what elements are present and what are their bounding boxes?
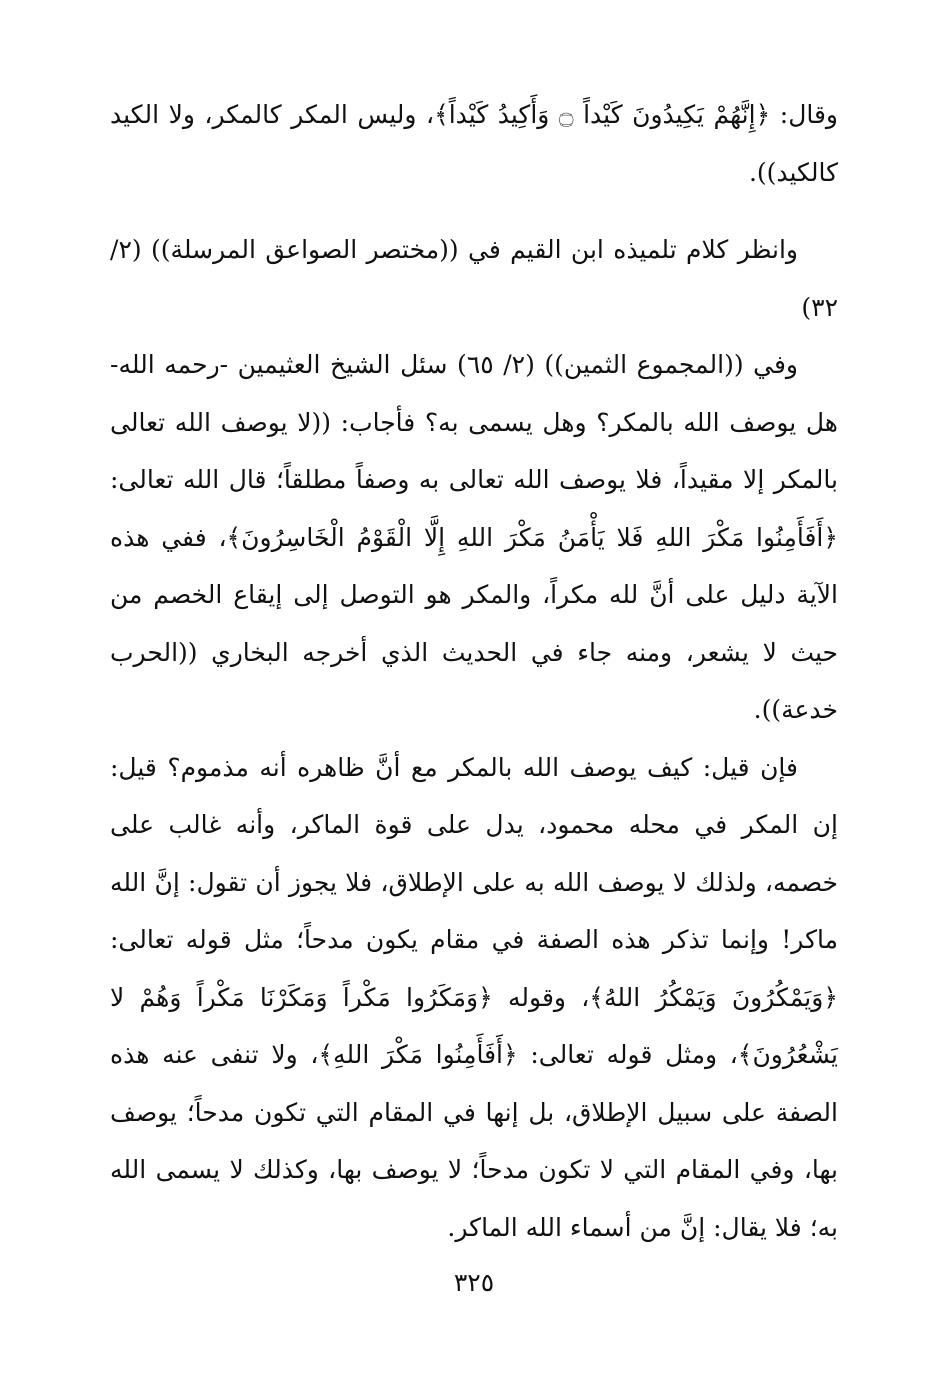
paragraph-explanation: فإن قيل: كيف يوصف الله بالمكر مع أنَّ ظاهره أنه مذموم؟ قيل: إن المكر في محله محمود، يدل على قوة الماكر، وأنه غالب على خصمه، ولذلك لا يوصف الله به على الإطلاق، فلا يجوز أن تقول: إنَّ الله ماكر! وإنما تذكر هذه الصفة في مقام يكون مدحاً؛ مثل قوله تعالى: ﴿وَيَمْكُرُونَ وَيَمْكُرُ اللهُ﴾، وقوله ﴿وَمَكَرُوا مَكْراً وَمَكَرْنَا مَكْراً وَهُمْ لا يَشْعُرُونَ﴾، ومثل قوله تعالى: ﴿أَفَأَمِنُوا مَكْرَ اللهِ﴾، ولا تنفى عنه هذه الصفة على سبيل الإطلاق، بل إنها في المقام التي تكون مدحاً؛ يوصف بها، وفي المقام التي لا تكون مدحاً؛ لا يوصف بها، وكذلك لا يسمى الله به؛ فلا يقال: إنَّ من أسماء الله الماكر. bbox=[110, 752, 838, 1242]
page-body bbox=[110, 86, 838, 1256]
paragraph-quote-ending: وقال: ﴿إِنَّهُمْ يَكِيدُونَ كَيْداً ۝ وَأَكِيدُ كَيْداً﴾، وليس المكر كالمكر، ولا الكيد كالكيد)). bbox=[110, 100, 838, 187]
page-number: ٣٢٥ bbox=[453, 1268, 495, 1297]
paragraph-gap bbox=[110, 201, 838, 221]
paragraph-reference: وانظر كلام تلميذه ابن القيم في ((مختصر الصواعق المرسلة)) (٢/ ٣٢) bbox=[110, 235, 838, 322]
paragraph-fatwa: وفي ((المجموع الثمين)) (٢/ ٦٥) سئل الشيخ العثيمين -رحمه الله- هل يوصف الله بالمكر؟ وهل يسمى به؟ فأجاب: ((لا يوصف الله تعالى بالمكر إلا مقيداً، فلا يوصف الله تعالى به وصفاً مطلقاً؛ قال الله تعالى: ﴿أَفَأَمِنُوا مَكْرَ اللهِ فَلا يَأْمَنُ مَكْرَ اللهِ إِلَّا الْقَوْمُ الْخَاسِرُونَ﴾، ففي هذه الآية دليل على أنَّ لله مكراً، والمكر هو التوصل إلى إيقاع الخصم من حيث لا يشعر، ومنه جاء في الحديث الذي أخرجه البخاري ((الحرب خدعة)). bbox=[110, 350, 838, 724]
